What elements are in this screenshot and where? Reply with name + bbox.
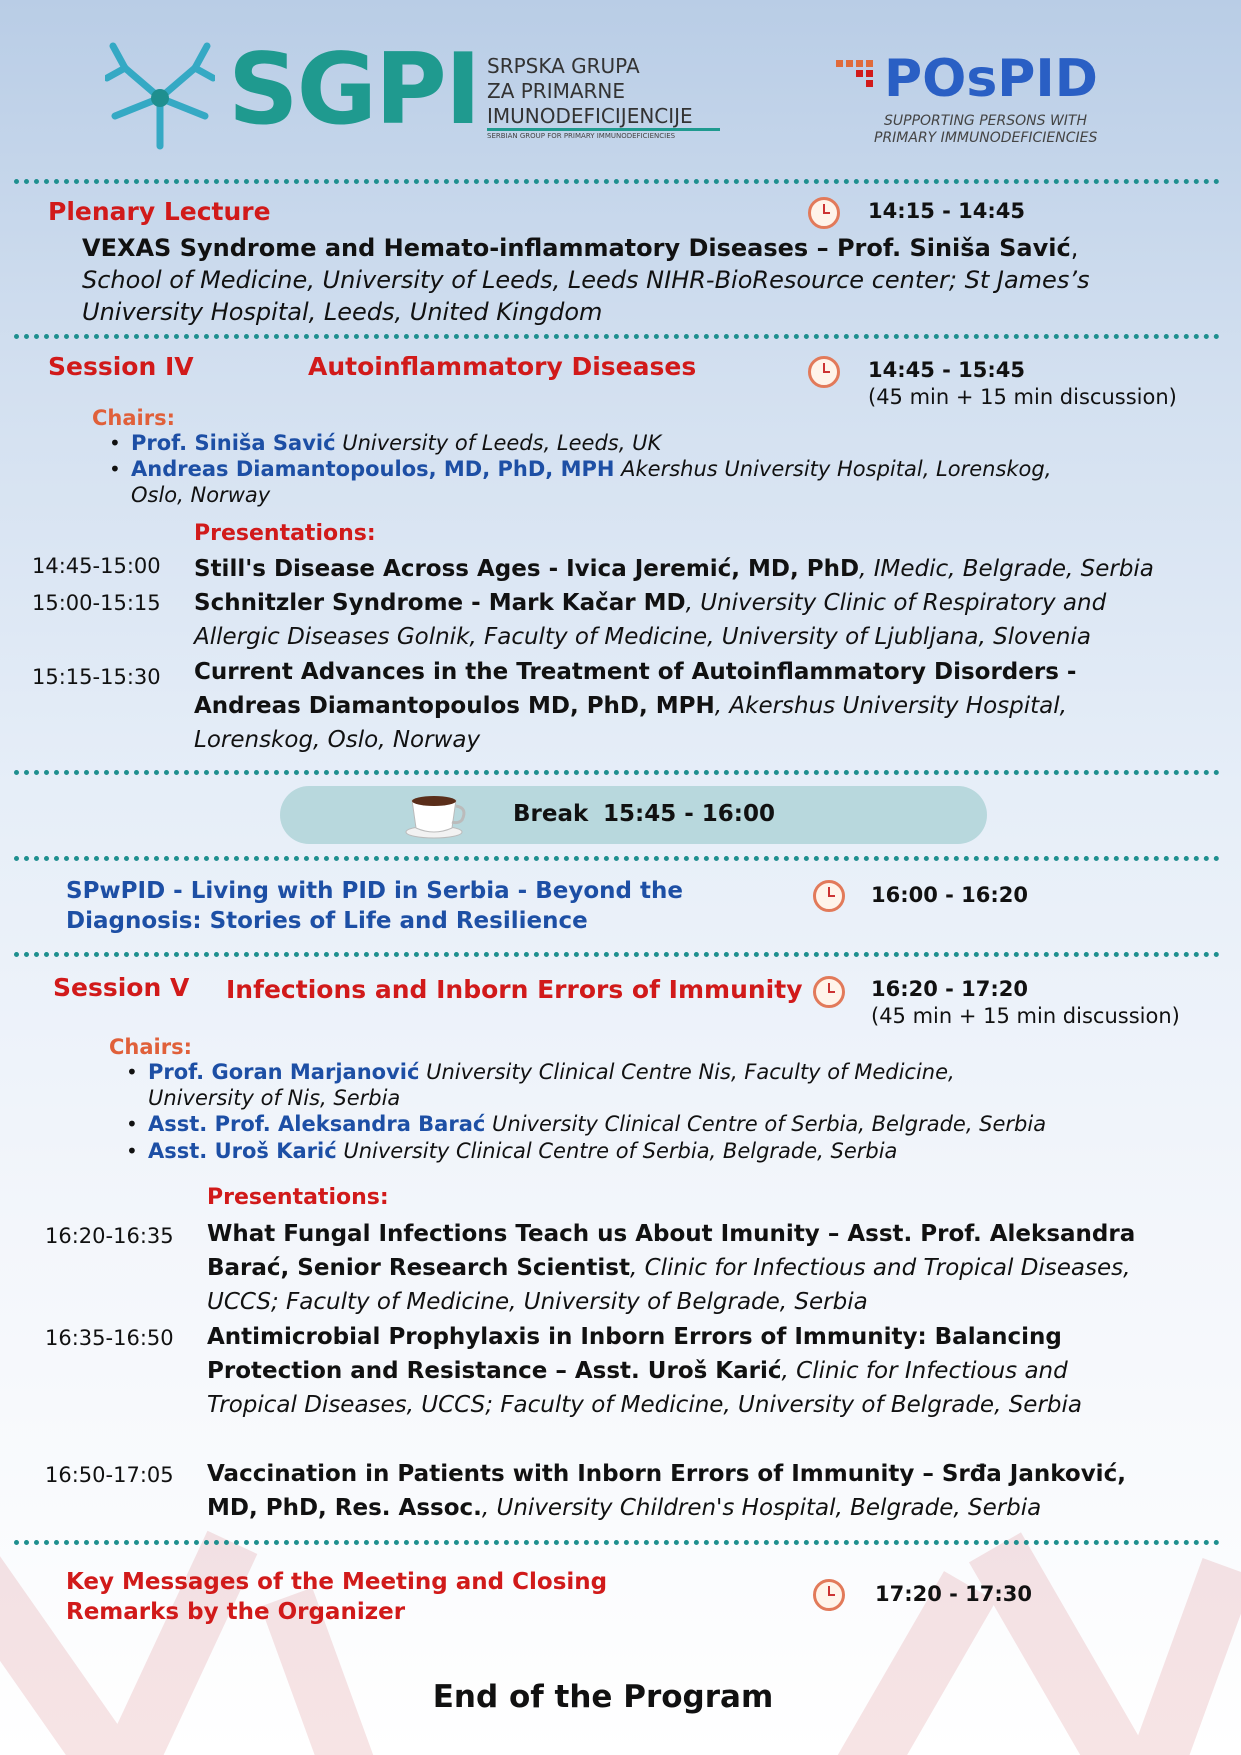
bullet-icon: • [109,457,121,481]
presentation-sep: - [463,590,489,616]
presentation-title: Schnitzler Syndrome [194,590,464,616]
coffee-cup-icon [404,790,470,840]
presentation-slot: 16:20-16:35 [45,1224,174,1248]
presentation [207,1457,1142,1525]
presentation-sep: – [819,1221,848,1247]
plenary-lecture [82,232,1142,328]
presentation-title: What Fungal Infections Teach us About Imunity [207,1221,820,1247]
chair-name: Prof. Goran Marjanović [148,1060,420,1084]
background-decoration [0,1530,1241,1755]
presentation-speaker: Andreas Diamantopoulos MD, PhD, MPH [194,693,715,719]
presentation-speaker: Srđa Janković, MD, PhD, Res. Assoc. [207,1461,1126,1521]
chair-name: Asst. Prof. Aleksandra Barać [148,1112,486,1136]
sgpi-acronym: SGPI [228,33,480,147]
clock-icon [808,197,840,229]
session4-chair [109,430,1091,456]
plenary-time: 14:15 - 14:45 [868,199,1026,223]
presentation-title: Current Advances in the Treatment of Autoinflammatory Disorders [194,659,1059,685]
divider [14,334,1220,339]
bullet-icon: • [126,1139,138,1163]
presentation-slot: 16:35-16:50 [45,1326,174,1350]
session5-label: Session V [53,973,190,1002]
presentation-sep: - [540,556,567,582]
closing-time: 17:20 - 17:30 [875,1582,1033,1606]
chair-name: Asst. Uroš Karić [148,1139,337,1163]
chair-name: Andreas Diamantopoulos, MD, PhD, MPH [131,457,615,481]
session5-presentations-label: Presentations: [207,1185,389,1210]
plenary-label: Plenary Lecture [48,197,271,226]
presentation-slot: 15:00-15:15 [32,591,161,615]
session5-time: 16:20 - 17:20 [871,977,1029,1001]
session5-chair [126,1059,1028,1111]
plenary-title: VEXAS Syndrome and Hemato-inflammatory Diseases [82,234,809,262]
break-label: Break [513,801,589,827]
pospid-dots-icon [836,58,884,94]
chair-affiliation: University Clinical Centre of Serbia, Belgrade, Serbia [492,1112,1047,1136]
pospid-line1: SUPPORTING PERSONS WITH [884,113,1087,129]
chair-affiliation: Akershus University Hospital, Lorenskog, Oslo, Norway [131,457,1052,507]
spwpid-time: 16:00 - 16:20 [871,883,1029,907]
bullet-icon: • [126,1112,138,1136]
divider [14,770,1220,775]
chair-affiliation: University Clinical Centre of Serbia, Belgrade, Serbia [343,1139,898,1163]
session4-time: 14:45 - 15:45 [868,358,1026,382]
clock-icon [808,356,840,388]
pospid-name: POsPID [884,49,1098,109]
presentation [194,586,1154,654]
sgpi-name-line1: SRPSKA GRUPA [487,54,640,78]
divider [14,952,1220,957]
presentation-sep: - [1058,659,1077,685]
presentation-sep: – [914,1461,942,1487]
presentation-speaker: Mark Kačar MD [488,590,686,616]
session4-title: Autoinflammatory Diseases [308,352,697,381]
sgpi-name-line3: IMUNODEFICIJENCIJE [487,104,693,128]
session5-chair [126,1111,1108,1137]
presentation-speaker: Asst. Prof. Aleksandra Barać, Senior Research Scientist [207,1221,1136,1281]
presentation-affiliation: , Clinic for Infectious and Tropical Diseases, UCCS; Faculty of Medicine, University of Belgrade, Serbia [207,1358,1082,1418]
plenary-speaker: Prof. Siniša Savić [836,234,1071,262]
presentation-affiliation: , University Children's Hospital, Belgrade, Serbia [481,1495,1042,1521]
presentation-affiliation: , IMedic, Belgrade, Serbia [859,556,1154,582]
pospid-line2: PRIMARY IMMUNODEFICIENCIES [874,130,1098,146]
plenary-comma: , [1070,234,1079,262]
presentation-sep: – [547,1358,575,1384]
session4-label: Session IV [48,352,194,381]
closing-title-line1: Key Messages of the Meeting and Closing [66,1569,608,1595]
plenary-dash: – [808,234,837,262]
plenary-affiliation: School of Medicine, University of Leeds, Leeds NIHR-BioResource center; St James’s University Hospital, Leeds, United Kingdom [82,266,1090,326]
session4-chair [109,456,1091,508]
chair-affiliation: University of Leeds, Leeds, UK [342,431,662,455]
presentation-title: Still's Disease Across Ages [194,556,541,582]
closing-title-line2: Remarks by the Organizer [66,1599,406,1625]
presentation-title: Antimicrobial Prophylaxis in Inborn Errors of Immunity: Balancing Protection and Resistance [207,1324,1062,1384]
bullet-icon: • [126,1060,138,1084]
presentation-slot: 15:15-15:30 [32,665,161,689]
clock-icon [813,1579,845,1611]
presentation-title: Vaccination in Patients with Inborn Errors of Immunity [207,1461,915,1487]
presentation-affiliation: , University Clinic of Respiratory and Allergic Diseases Golnik, Faculty of Medicine, University of Ljubljana, Slovenia [194,590,1107,650]
spwpid-title-line1: SPwPID - Living with PID in Serbia - Beyond the [66,878,683,904]
sgpi-underline [487,128,720,131]
presentation-affiliation: , Akershus University Hospital, Lorenskog, Oslo, Norway [194,693,1067,753]
session4-presentations-label: Presentations: [194,521,376,546]
sgpi-subline: SERBIAN GROUP FOR PRIMARY IMMUNODEFICIENCIES [487,132,676,140]
bullet-icon: • [109,431,121,455]
break-time: 15:45 - 16:00 [603,801,775,827]
chair-name: Prof. Siniša Savić [131,431,336,455]
session4-chairs-label: Chairs: [92,406,175,430]
presentation-slot: 14:45-15:00 [32,554,161,578]
session5-chair [126,1138,1108,1164]
presentation [207,1217,1142,1319]
presentation [194,552,1194,586]
spwpid-title-line2: Diagnosis: Stories of Life and Resilience [66,908,588,934]
session4-time-note: (45 min + 15 min discussion) [868,385,1177,409]
antibody-logo-icon [105,38,215,153]
session5-title: Infections and Inborn Errors of Immunity [226,975,803,1004]
clock-icon [813,880,845,912]
presentation-slot: 16:50-17:05 [45,1463,174,1487]
session5-chairs-label: Chairs: [109,1035,192,1059]
end-of-program: End of the Program [432,1679,774,1715]
divider [14,179,1220,184]
presentation-speaker: Asst. Uroš Karić [574,1358,782,1384]
session5-time-note: (45 min + 15 min discussion) [871,1004,1180,1028]
presentation-affiliation: , Clinic for Infectious and Tropical Diseases, UCCS; Faculty of Medicine, University of Belgrade, Serbia [207,1255,1131,1315]
sgpi-name-line2: ZA PRIMARNE [487,79,626,103]
divider [14,1540,1220,1545]
presentation-speaker: Ivica Jeremić, MD, PhD [566,556,860,582]
chair-affiliation: University Clinical Centre Nis, Faculty of Medicine, University of Nis, Serbia [148,1060,955,1110]
divider [14,856,1220,861]
presentation [207,1320,1097,1422]
presentation [194,655,1154,757]
clock-icon [813,976,845,1008]
